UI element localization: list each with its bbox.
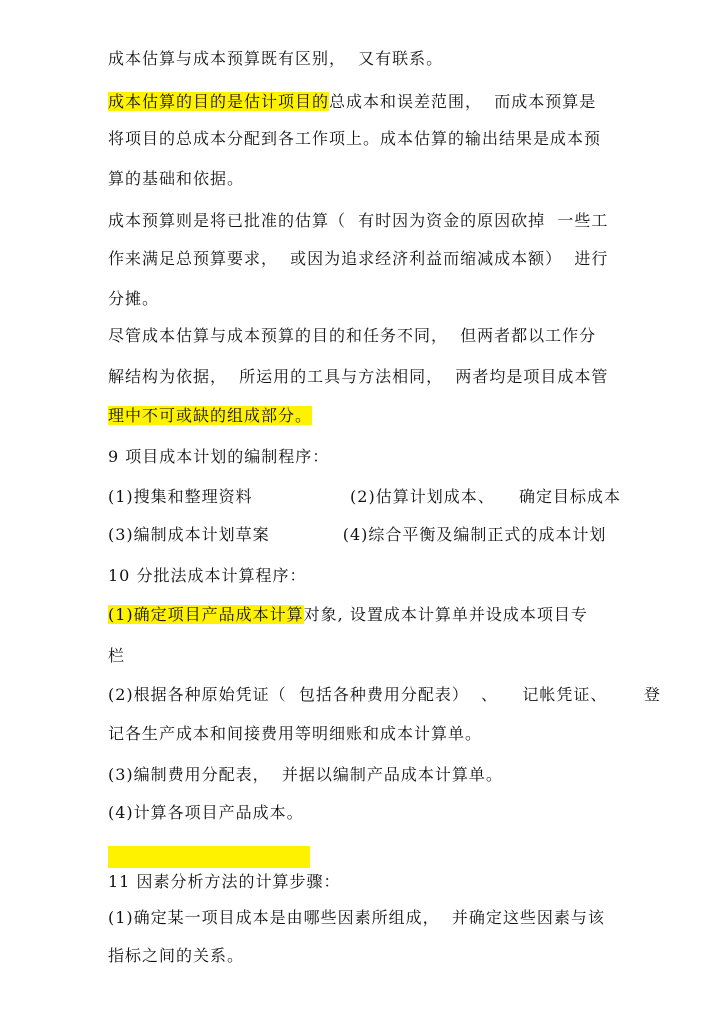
text-line	[108, 128, 601, 150]
text-line	[108, 210, 608, 232]
text-line	[108, 524, 606, 546]
text-segment: (4)计算各项目产品成本。	[108, 803, 304, 822]
text-segment: 总成本和误差范围， 而成本预算是	[329, 92, 597, 111]
text-segment: 对象, 设置成本计算单并设成本项目专	[303, 605, 588, 624]
text-line	[108, 248, 608, 270]
text-segment: 栏	[108, 646, 126, 665]
text-segment: 成本预算则是将已批准的估算（ 有时因为资金的原因砍掉 一些工	[108, 211, 609, 230]
text-line	[108, 48, 443, 70]
text-segment: 解结构为依据， 所运用的工具与方法相同， 两者均是项目成本管	[108, 367, 609, 386]
text-segment: 将项目的总成本分配到各工作项上。成本估算的输出结果是成本预	[108, 129, 602, 148]
text-line	[108, 325, 596, 347]
text-line	[108, 486, 621, 508]
text-segment: 指标之间的关系。	[108, 946, 245, 965]
text-segment: 算的基础和依据。	[108, 169, 245, 188]
text-segment: (1)搜集和整理资料 (2)估算计划成本、 确定目标成本	[108, 487, 622, 506]
text-line	[108, 565, 306, 587]
text-line	[108, 168, 244, 190]
text-segment: 记各生产成本和间接费用等明细账和成本计算单。	[108, 724, 483, 743]
text-segment: (3)编制成本计划草案 (4)综合平衡及编制正式的成本计划	[108, 525, 607, 544]
text-line	[108, 446, 329, 468]
text-segment: (2)根据各种原始凭证（ 包括各种费用分配表） 、 记帐凭证、 登	[108, 685, 661, 704]
text-line	[108, 288, 159, 310]
text-line	[108, 907, 605, 929]
text-segment: 尽管成本估算与成本预算的目的和任务不同， 但两者都以工作分	[108, 326, 597, 345]
text-segment: (3)编制费用分配表， 并据以编制产品成本计算单。	[108, 765, 503, 784]
highlighted-text: (1)确定项目产品成本计算	[108, 605, 304, 624]
text-segment: 分摊。	[108, 289, 160, 308]
text-line	[108, 366, 608, 388]
text-line	[108, 91, 596, 113]
text-line	[108, 723, 482, 745]
highlighted-text: 成本估算的目的是估计项目的	[108, 92, 330, 111]
text-segment: 9 项目成本计划的编制程序：	[108, 447, 330, 466]
text-line	[108, 405, 312, 427]
text-segment: 11 因素分析方法的计算步骤：	[108, 872, 341, 891]
highlighted-text: 理中不可或缺的组成部分。	[108, 406, 313, 425]
text-segment: 作来满足总预算要求， 或因为追求经济利益而缩减成本额） 进行	[108, 249, 609, 268]
text-line	[108, 604, 588, 626]
text-line	[108, 945, 244, 967]
highlight-bar	[108, 846, 310, 868]
text-segment: 成本估算与成本预算既有区别， 又有联系。	[108, 49, 444, 68]
text-line	[108, 645, 125, 667]
text-line	[108, 764, 503, 786]
text-line	[108, 684, 661, 706]
text-line	[108, 871, 340, 893]
text-segment: 10 分批法成本计算程序：	[108, 566, 307, 585]
text-line	[108, 802, 304, 824]
text-segment: (1)确定某一项目成本是由哪些因素所组成， 并确定这些因素与该	[108, 908, 605, 927]
